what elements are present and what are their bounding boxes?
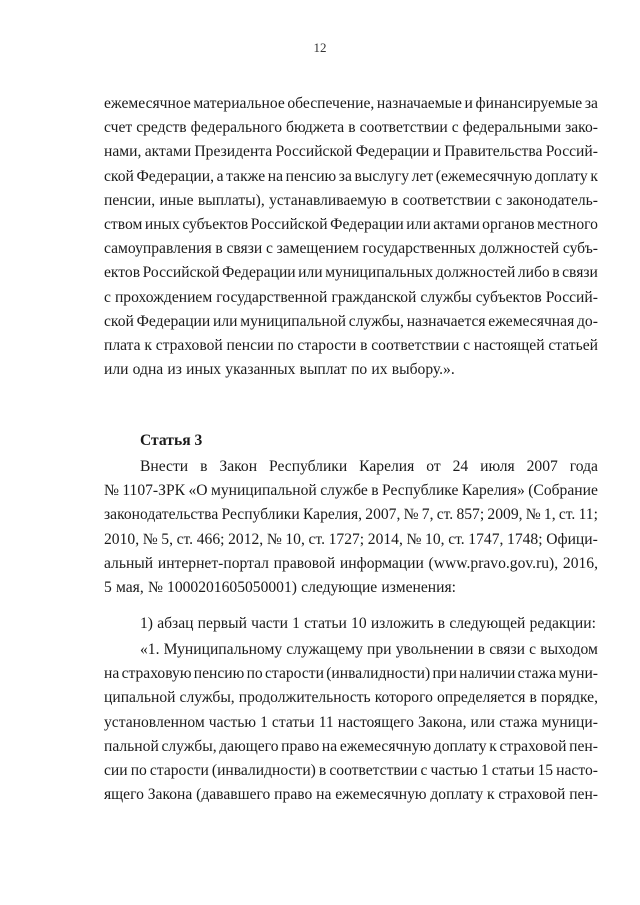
text-line: пальной службы, дающего право на ежемесячную доплату к страховой пен- <box>104 737 598 755</box>
text-line: ежемесячное материальное обеспечение, назначаемые и финансируемые за <box>104 95 598 112</box>
text-line: ством иных субъектов Российской Федерации или актами органов местного <box>104 216 598 234</box>
text-line: ектов Российской Федерации или муниципальных должностей либо в связи <box>104 264 598 282</box>
text-line: Внести в Закон Республики Карелия от 24 июля 2007 года <box>140 458 598 475</box>
text-line: ципальной службы, продолжительность которого определяется в порядке, <box>104 689 598 707</box>
paragraph-continuation <box>104 92 598 382</box>
text-line: 1) абзац первый части 1 статьи 10 изложить в следующей редакции: <box>140 615 596 632</box>
text-line: законодательства Республики Карелия, 2007, № 7, ст. 857; 2009, № 1, ст. 11; <box>104 506 598 524</box>
paragraph-amendment-intro <box>104 455 598 600</box>
text-line: нами, актами Президента Российской Федерации и Правительства Россий- <box>104 143 598 161</box>
text-line: № 1107-ЗРК «О муниципальной службе в Республике Карелия» (Собрание <box>104 482 598 500</box>
paragraph-item-1 <box>104 612 598 636</box>
text-line: 2010, № 5, ст. 466; 2012, № 10, ст. 1727; 2014, № 10, ст. 1747, 1748; Офици- <box>104 530 598 548</box>
text-line: счет средств федерального бюджета в соответствии с федеральными зако- <box>104 119 598 137</box>
text-line: с прохождением государственной гражданской службы субъектов Россий- <box>104 288 598 306</box>
text-line: или одна из иных указанных выплат по их выбору.». <box>104 361 455 379</box>
text-line: ской Федерации или муниципальной службы, назначается ежемесячная до- <box>104 312 598 330</box>
text-line: самоуправления в связи с замещением государственных должностей субъ- <box>104 240 598 258</box>
text-line: пенсии, иные выплаты), устанавливаемую в соответствии с законодатель- <box>104 191 598 209</box>
text-line: ской Федерации, а также на пенсию за выслугу лет (ежемесячную доплату к <box>104 167 598 185</box>
text-line: плата к страховой пенсии по старости в соответствии с настоящей статьей <box>104 337 598 355</box>
text-line: альный интернет-портал правовой информации (www.pravo.gov.ru), 2016, <box>104 554 598 572</box>
text-line: установленном частью 1 статьи 11 настоящего Закона, или стажа муници- <box>104 713 598 731</box>
text-line: сии по старости (инвалидности) в соответствии с частью 1 статьи 15 насто- <box>104 762 598 780</box>
paragraph-quoted-text <box>104 638 598 807</box>
text-line: ящего Закона (дававшего право на ежемесячную доплату к страховой пен- <box>104 786 598 804</box>
article-heading: Статья 3 <box>140 432 203 449</box>
text-line: «1. Муниципальному служащему при увольнении в связи с выходом <box>140 641 598 658</box>
text-line: 5 мая, № 1000201605050001) следующие изменения: <box>104 579 456 597</box>
text-line: на страховую пенсию по старости (инвалидности) при наличии стажа муни- <box>104 665 598 683</box>
page-number: 12 <box>313 40 327 55</box>
